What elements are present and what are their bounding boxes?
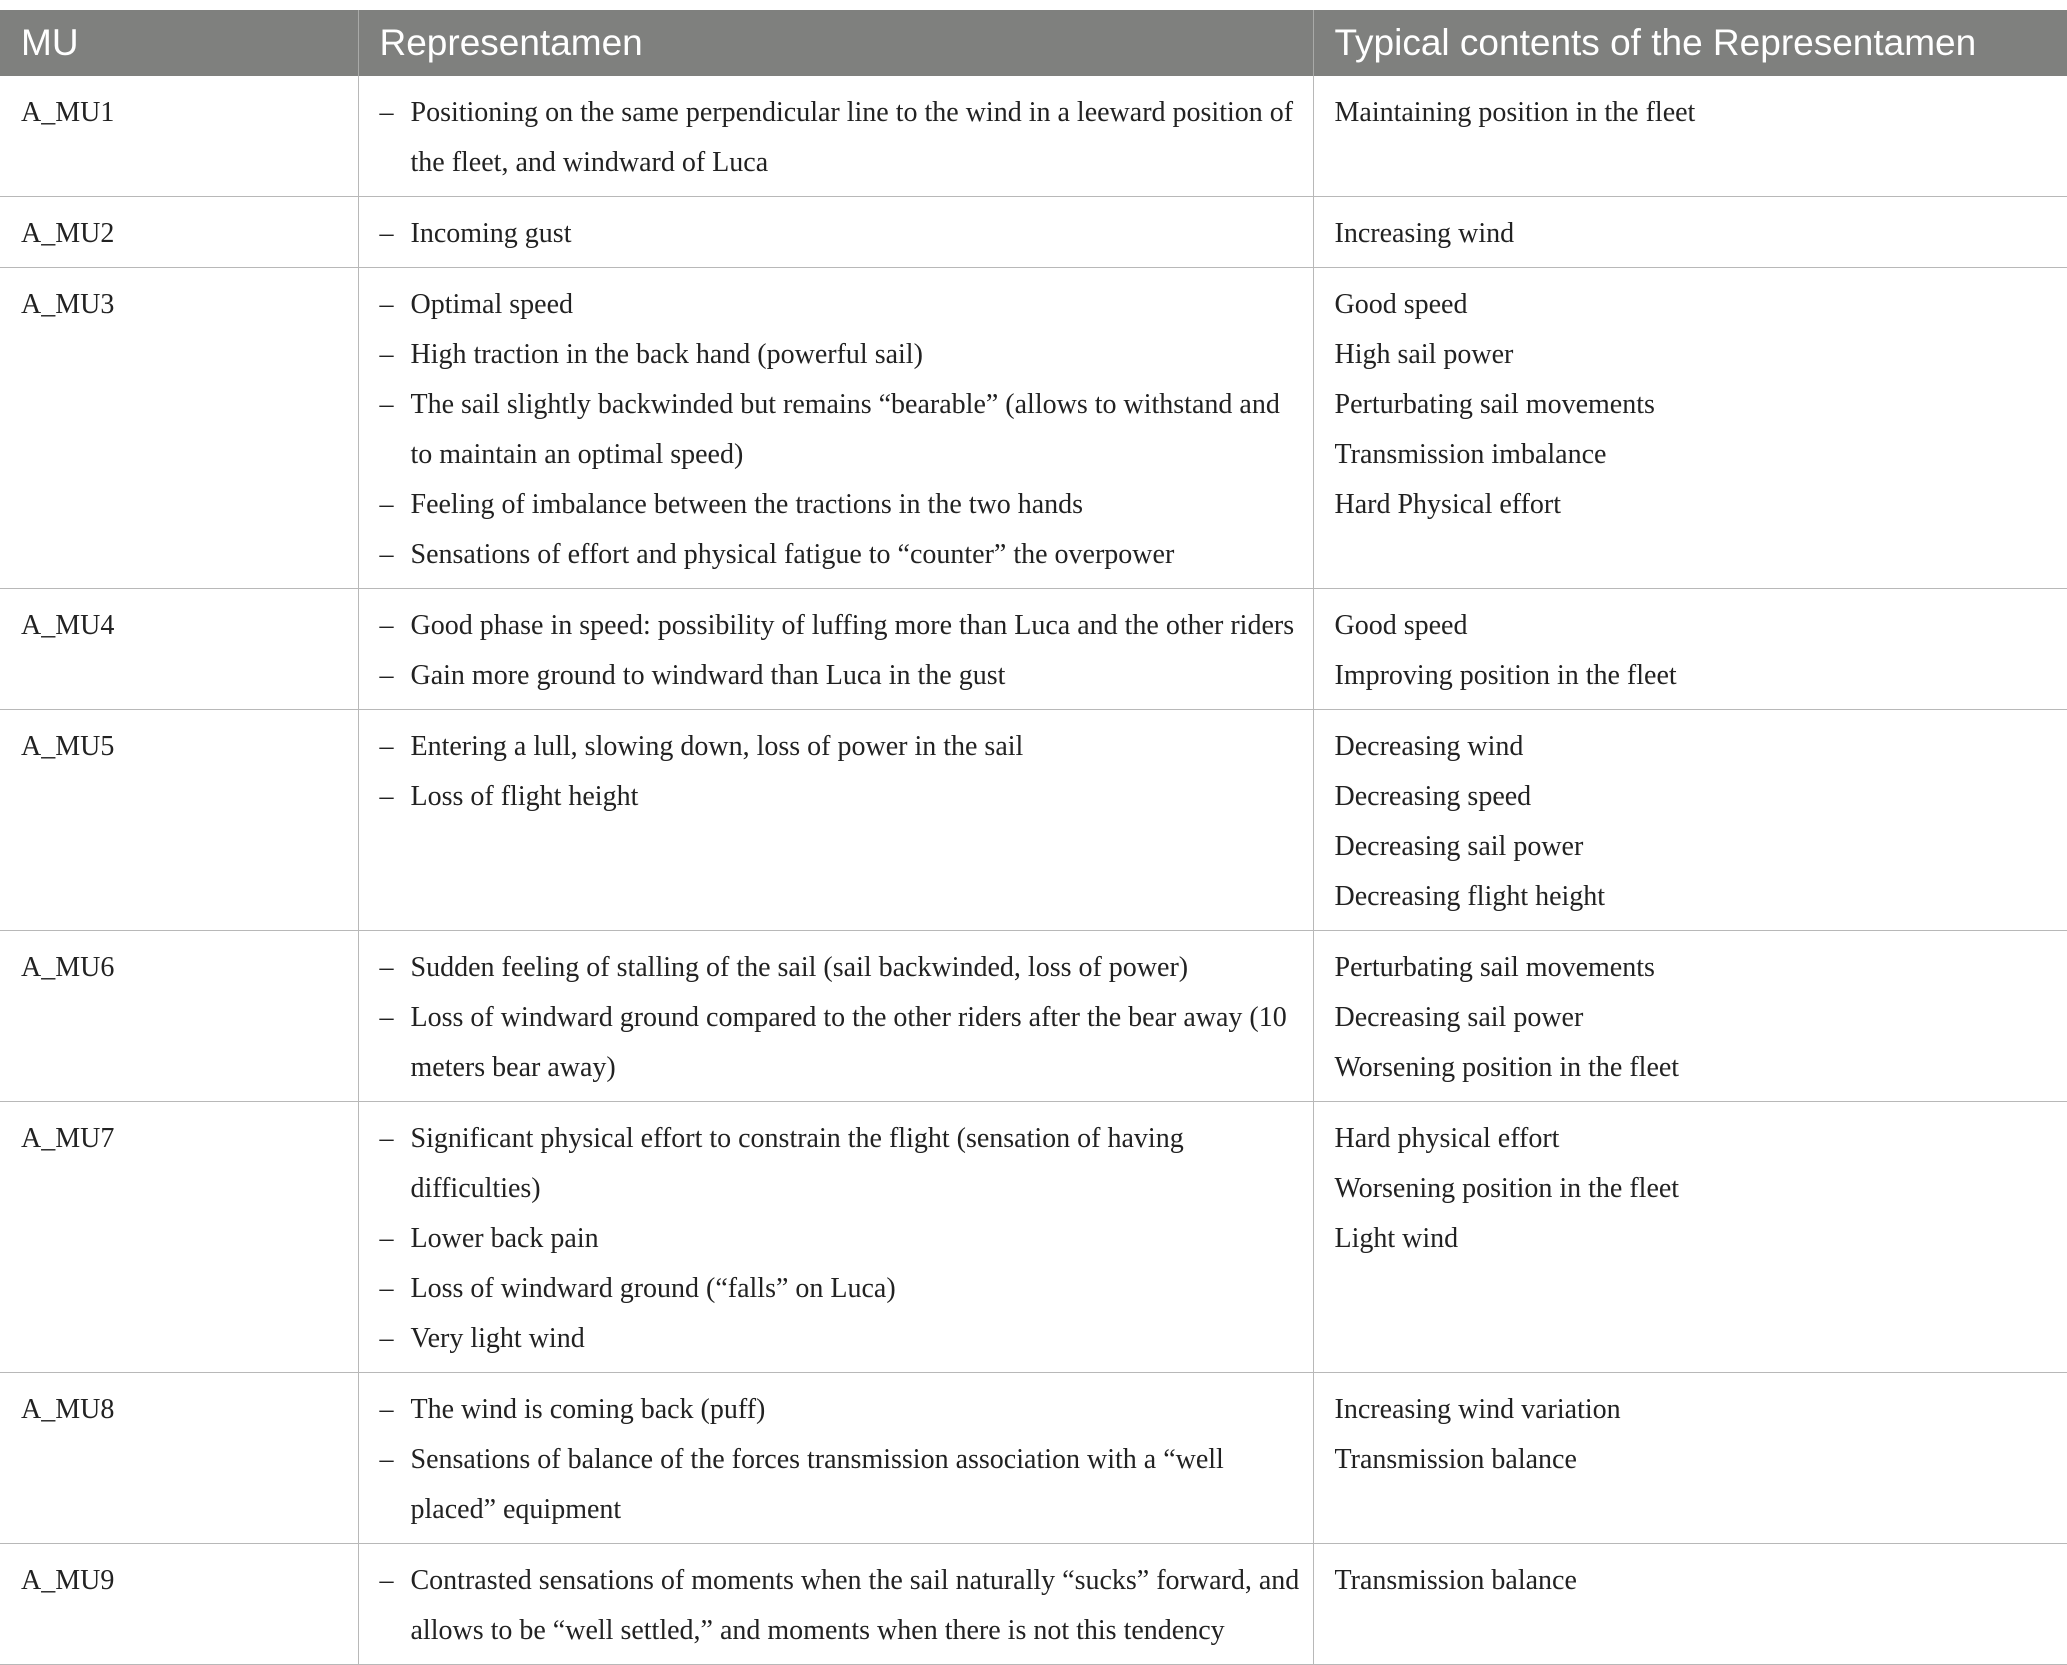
representamen-item xyxy=(380,1556,1303,1656)
mu-code: A_MU3 xyxy=(21,289,115,320)
representamen-text: Lower back pain xyxy=(410,1223,599,1254)
dash-bullet: – xyxy=(379,389,394,420)
typical-content-item: Decreasing speed xyxy=(1334,781,1532,812)
typical-content-item: Decreasing wind xyxy=(1334,731,1524,762)
dash-bullet: – xyxy=(379,952,394,983)
table-row xyxy=(0,76,2067,197)
cell-typical-contents xyxy=(1313,197,2067,268)
header-typical-contents: Typical contents of the Representamen xyxy=(1313,10,2067,76)
dash-bullet: – xyxy=(379,339,394,370)
representamen-item xyxy=(380,330,1303,380)
representamen-item xyxy=(380,1264,1303,1314)
representamen-text: Sensations of balance of the forces transmission association with a “well placed” equipment xyxy=(410,1444,1224,1525)
cell-typical-contents xyxy=(1313,1102,2067,1373)
cell-representamen xyxy=(358,268,1313,589)
representamen-item xyxy=(380,943,1303,993)
representamen-item xyxy=(380,772,1303,822)
cell-representamen xyxy=(358,1544,1313,1665)
mu-code: A_MU6 xyxy=(21,952,115,983)
cell-typical-contents xyxy=(1313,1544,2067,1665)
representamen-text: Contrasted sensations of moments when the sail naturally “sucks” forward, and allows to be “well settled,” and moments when there is not this tendency xyxy=(410,1565,1300,1646)
representamen-item xyxy=(380,601,1303,651)
dash-bullet: – xyxy=(379,97,394,128)
representamen-text: Good phase in speed: possibility of luffing more than Luca and the other riders xyxy=(410,610,1295,641)
dash-bullet: – xyxy=(379,539,394,570)
typical-content-item: Increasing wind variation xyxy=(1334,1394,1621,1425)
data-table-container xyxy=(0,10,2067,1665)
typical-content-item: Increasing wind xyxy=(1334,218,1515,249)
mu-code: A_MU5 xyxy=(21,731,115,762)
typical-content-item: Perturbating sail movements xyxy=(1334,952,1655,983)
cell-typical-contents xyxy=(1313,931,2067,1102)
representamen-text: Loss of windward ground compared to the other riders after the bear away (10 meters bear away) xyxy=(410,1002,1287,1083)
representamen-item xyxy=(380,722,1303,772)
typical-content-item: Good speed xyxy=(1334,289,1468,320)
dash-bullet: – xyxy=(379,1123,394,1154)
cell-representamen xyxy=(358,1102,1313,1373)
representamen-text: Sensations of effort and physical fatigue to “counter” the overpower xyxy=(410,539,1175,570)
cell-mu xyxy=(0,76,358,197)
cell-typical-contents xyxy=(1313,710,2067,931)
typical-content-item: Transmission imbalance xyxy=(1334,439,1607,470)
dash-bullet: – xyxy=(379,1323,394,1354)
representamen-item xyxy=(380,1435,1303,1535)
table-row xyxy=(0,1373,2067,1544)
dash-bullet: – xyxy=(379,289,394,320)
typical-content-item: Perturbating sail movements xyxy=(1334,389,1655,420)
table-row xyxy=(0,589,2067,710)
cell-mu xyxy=(0,589,358,710)
table-row xyxy=(0,268,2067,589)
representamen-text: The sail slightly backwinded but remains “bearable” (allows to withstand and to maintain an optimal speed) xyxy=(410,389,1280,470)
cell-mu xyxy=(0,710,358,931)
cell-representamen xyxy=(358,710,1313,931)
mu-code: A_MU7 xyxy=(21,1123,115,1154)
typical-content-item: Hard Physical effort xyxy=(1334,489,1562,520)
mu-code: A_MU8 xyxy=(21,1394,115,1425)
table-row xyxy=(0,931,2067,1102)
typical-content-item: High sail power xyxy=(1334,339,1514,370)
representamen-item xyxy=(380,88,1303,188)
representamen-item xyxy=(380,1385,1303,1435)
typical-content-item: Decreasing flight height xyxy=(1334,881,1606,912)
dash-bullet: – xyxy=(379,1273,394,1304)
representamen-text: Optimal speed xyxy=(410,289,574,320)
dash-bullet: – xyxy=(379,731,394,762)
typical-content-item: Hard physical effort xyxy=(1334,1123,1560,1154)
representamen-item xyxy=(380,1314,1303,1364)
representamen-text: Significant physical effort to constrain the flight (sensation of having difficulties) xyxy=(410,1123,1184,1204)
representamen-text: Loss of windward ground (“falls” on Luca) xyxy=(410,1273,896,1304)
typical-content-item: Good speed xyxy=(1334,610,1468,641)
cell-mu xyxy=(0,931,358,1102)
cell-representamen xyxy=(358,1373,1313,1544)
mu-code: A_MU9 xyxy=(21,1565,115,1596)
representamen-text: Entering a lull, slowing down, loss of power in the sail xyxy=(410,731,1024,762)
cell-mu xyxy=(0,268,358,589)
dash-bullet: – xyxy=(379,610,394,641)
representamen-text: Very light wind xyxy=(410,1323,585,1354)
cell-representamen xyxy=(358,76,1313,197)
representamen-item xyxy=(380,1114,1303,1214)
cell-representamen xyxy=(358,589,1313,710)
representamen-item xyxy=(380,280,1303,330)
header-row xyxy=(0,10,2067,76)
cell-mu xyxy=(0,197,358,268)
table-row xyxy=(0,1544,2067,1665)
mu-code: A_MU1 xyxy=(21,97,115,128)
table-row xyxy=(0,1102,2067,1373)
typical-content-item: Improving position in the fleet xyxy=(1334,660,1677,691)
representamen-item xyxy=(380,209,1303,259)
cell-mu xyxy=(0,1544,358,1665)
representamen-text: Incoming gust xyxy=(410,218,572,249)
cell-typical-contents xyxy=(1313,1373,2067,1544)
dash-bullet: – xyxy=(379,218,394,249)
dash-bullet: – xyxy=(379,1394,394,1425)
representamen-text: The wind is coming back (puff) xyxy=(410,1394,766,1425)
dash-bullet: – xyxy=(379,660,394,691)
typical-content-item: Worsening position in the fleet xyxy=(1334,1052,1680,1083)
cell-mu xyxy=(0,1373,358,1544)
header-mu: MU xyxy=(0,10,358,76)
dash-bullet: – xyxy=(379,489,394,520)
typical-content-item: Transmission balance xyxy=(1334,1444,1577,1475)
mu-code: A_MU2 xyxy=(21,218,115,249)
typical-content-item: Light wind xyxy=(1334,1223,1459,1254)
representamen-item xyxy=(380,651,1303,701)
representamen-item xyxy=(380,1214,1303,1264)
representamen-text: Feeling of imbalance between the tractions in the two hands xyxy=(410,489,1084,520)
typical-content-item: Worsening position in the fleet xyxy=(1334,1173,1680,1204)
dash-bullet: – xyxy=(379,781,394,812)
cell-representamen xyxy=(358,197,1313,268)
representamen-text: Positioning on the same perpendicular line to the wind in a leeward position of the fleet, and windward of Luca xyxy=(410,97,1294,178)
cell-representamen xyxy=(358,931,1313,1102)
table-row xyxy=(0,197,2067,268)
table-row xyxy=(0,710,2067,931)
representamen-item xyxy=(380,380,1303,480)
representamen-text: High traction in the back hand (powerful sail) xyxy=(410,339,923,370)
cell-mu xyxy=(0,1102,358,1373)
representamen-item xyxy=(380,480,1303,530)
typical-content-item: Transmission balance xyxy=(1334,1565,1577,1596)
representamen-text: Gain more ground to windward than Luca in the gust xyxy=(410,660,1006,691)
dash-bullet: – xyxy=(379,1223,394,1254)
typical-content-item: Maintaining position in the fleet xyxy=(1334,97,1696,128)
mu-table xyxy=(0,10,2067,1665)
representamen-text: Loss of flight height xyxy=(410,781,639,812)
dash-bullet: – xyxy=(379,1565,394,1596)
cell-typical-contents xyxy=(1313,589,2067,710)
typical-content-item: Decreasing sail power xyxy=(1334,1002,1584,1033)
representamen-item xyxy=(380,530,1303,580)
cell-typical-contents xyxy=(1313,268,2067,589)
representamen-item xyxy=(380,993,1303,1093)
cell-typical-contents xyxy=(1313,76,2067,197)
dash-bullet: – xyxy=(379,1002,394,1033)
table-header xyxy=(0,10,2067,76)
dash-bullet: – xyxy=(379,1444,394,1475)
mu-code: A_MU4 xyxy=(21,610,115,641)
representamen-text: Sudden feeling of stalling of the sail (sail backwinded, loss of power) xyxy=(410,952,1189,983)
header-representamen: Representamen xyxy=(358,10,1313,76)
typical-content-item: Decreasing sail power xyxy=(1334,831,1584,862)
table-body xyxy=(0,76,2067,1665)
